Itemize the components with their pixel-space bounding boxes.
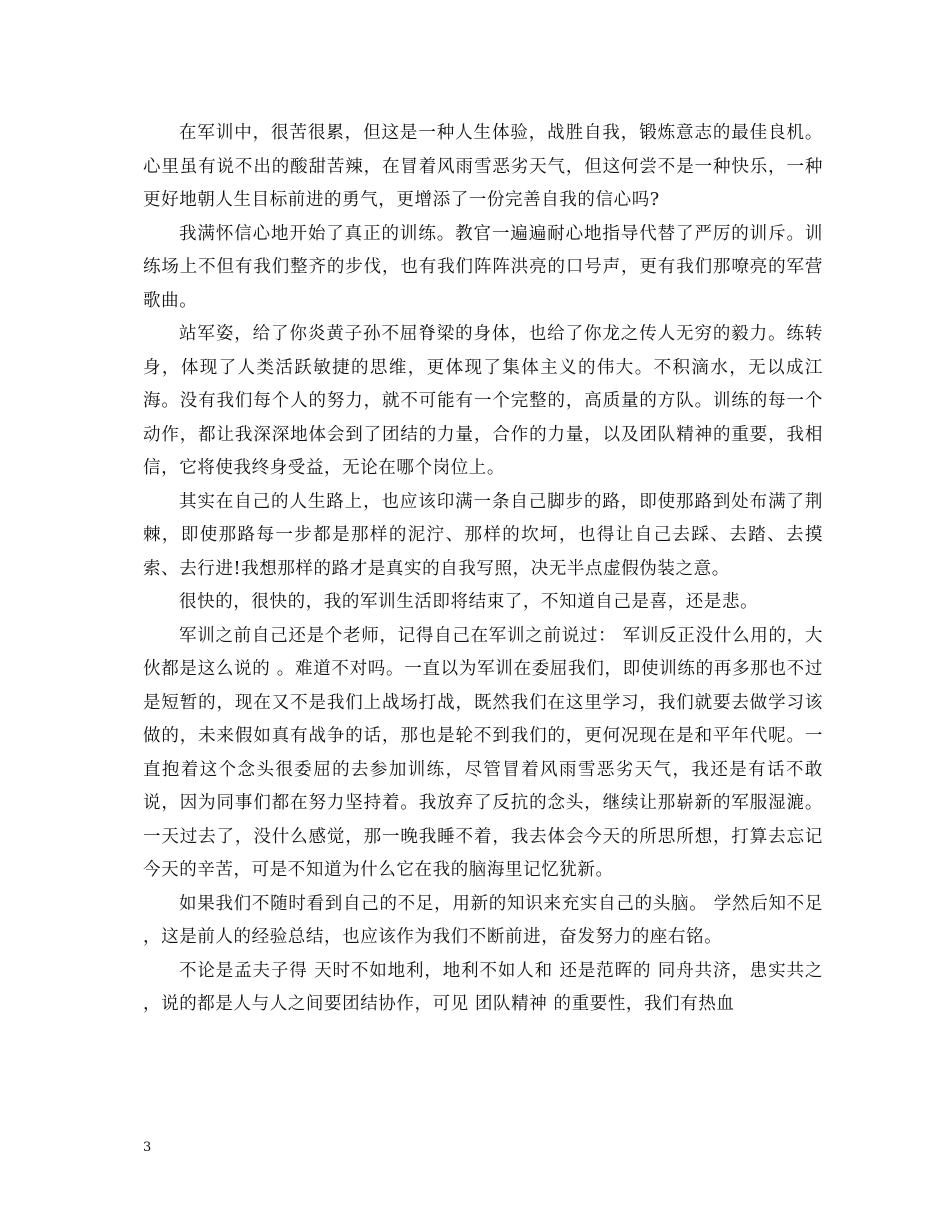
paragraph-3: 站军姿，给了你炎黄子孙不屈脊梁的身体，也给了你龙之传人无穷的毅力。练转身，体现了人类活跃敏捷的思维，更体现了集体主义的伟大。不积滴水，无以成江海。没有我们每个人的努力，就不可能有一个完整的，高质量的方队。训练的每一个动作，都让我深深地体会到了团结的力量，合作的力量，以及团队精神的重要，我相信，它将使我终身受益，无论在哪个岗位上。 [143, 324, 823, 478]
paragraph-6: 军训之前自己还是个老师，记得自己在军训之前说过： 军训反正没什么用的，大伙都是这么说的 。难道不对吗。一直以为军训在委屈我们，即使训练的再多那也不过是短暂的，现在又不是我们上战场打战，既然我们在这里学习，我们就要去做学习该做的，未来假如真有战争的话，那也是轮不到我们的，更何况现在是和平年代呢。一直抱着这个念头很委屈的去参加训练，尽管冒着风雨雪恶劣天气，我还是有话不敢说，因为同事们都在努力坚持着。我放弃了反抗的念头，继续让那崭新的军服湿漉。一天过去了，没什么感觉，那一晚我睡不着，我去体会今天的所思所想，打算去忘记今天的辛苦，可是不知道为什么它在我的脑海里记忆犹新。 [143, 625, 823, 880]
page-number: 3 [143, 1140, 152, 1155]
paragraph-8: 不论是孟夫子得 天时不如地利，地利不如人和 还是范晖的 同舟共济，患实共之 ，说的都是人与人之间要团结协作，可见 团队精神 的重要性，我们有热血 [143, 960, 823, 1014]
paragraph-5: 很快的，很快的，我的军训生活即将结束了，不知道自己是喜，还是悲。 [179, 592, 759, 612]
paragraph-2: 我满怀信心地开始了真正的训练。教官一遍遍耐心地指导代替了严厉的训斥。训练场上不但有我们整齐的步伐，也有我们阵阵洪亮的口号声，更有我们那嘹亮的军营歌曲。 [143, 223, 823, 311]
paragraph-1: 在军训中，很苦很累，但这是一种人生体验，战胜自我，锻炼意志的最佳良机。心里虽有说不出的酸甜苦辣，在冒着风雨雪恶劣天气，但这何尝不是一种快乐，一种更好地朝人生目标前进的勇气，更增添了一份完善自我的信心吗? [143, 123, 823, 210]
body-text [143, 117, 823, 1022]
paragraph-4: 其实在自己的人生路上，也应该印满一条自己脚步的路，即使那路到处布满了荆棘，即使那路每一步都是那样的泥泞、那样的坎坷，也得让自己去踩、去踏、去摸索、去行进!我想那样的路才是真实的自我写照，决无半点虚假伪装之意。 [143, 491, 823, 579]
paragraph-7: 如果我们不随时看到自己的不足，用新的知识来充实自己的头脑。 学然后知不足 ，这是前人的经验总结，也应该作为我们不断前进，奋发努力的座右铭。 [143, 893, 823, 947]
